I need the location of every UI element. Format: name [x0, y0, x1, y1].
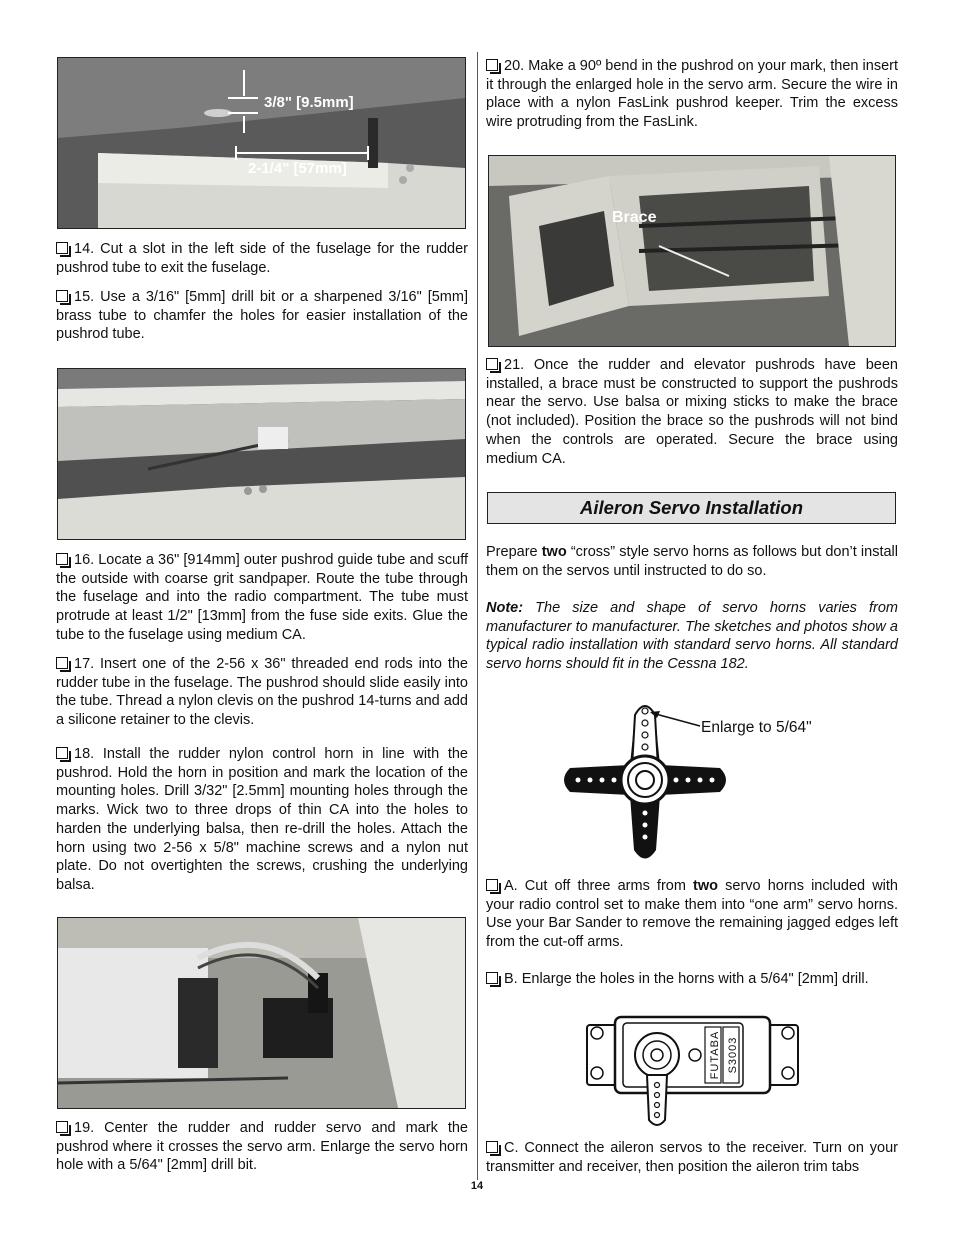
photo-brace: [488, 155, 896, 347]
dimension-label-2-1-4: 2-1/4" [57mm]: [248, 160, 347, 177]
step-21: 21. Once the rudder and elevator pushrods have been installed, a brace must be constructed to support the pushrods near the servo. Use balsa or mixing sticks to make the brace (not included). Position the brace so the pushrods will not bind when the controls are operated. Secure the brace using medium CA.: [486, 357, 898, 467]
step-18: 18. Install the rudder nylon control horn in line with the pushrod. Hold the horn in position and mark the location of the mounting holes. Drill 3/32" [2.5mm] mounting holes through the marks. Wick two to three drops of thin CA into the holes to harden the underlying balsa, then re-drill the holes. Attach the horn using two 2-56 x 5/8" machine screws and a nylon nut plate. Do not overtighten the screws, crushing the underlying balsa.: [56, 746, 468, 893]
substep-a: A. Cut off three arms from two servo horns included with your radio control set to make them into “one arm” servo horns. Use your Bar Sander to remove the remaining jagged edges left from the cut-off arms.: [486, 878, 898, 951]
page-number: 14: [470, 1180, 484, 1192]
enlarge-label: Enlarge to 5/64": [701, 719, 812, 736]
section-note: Note: The size and shape of servo horns varies from manufacturer to manufacturer. The sketches and photos show a typical radio installation with standard servo horns. All standard servo horns should fit in the Cessna 182.: [486, 600, 898, 673]
photo-fuselage-slot: [57, 57, 466, 229]
checkbox-icon[interactable]: [486, 972, 498, 984]
photo-rudder-servo: [57, 917, 466, 1109]
checkbox-icon[interactable]: [56, 242, 68, 254]
step-14: 14. Cut a slot in the left side of the fuselage for the rudder pushrod tube to exit the fuselage.: [56, 241, 468, 276]
photo-pushrod-exit: [57, 368, 466, 540]
checkbox-icon[interactable]: [486, 879, 498, 891]
servo-brand: FUTABA: [709, 1030, 721, 1080]
checkbox-icon[interactable]: [56, 657, 68, 669]
dimension-label-3-8: 3/8" [9.5mm]: [264, 94, 354, 111]
servo-diagram: [585, 1015, 800, 1130]
substep-c: C. Connect the aileron servos to the receiver. Turn on your transmitter and receiver, then position the aileron trim tabs: [486, 1140, 898, 1175]
section-title: Aileron Servo Installation: [487, 492, 896, 524]
step-16: 16. Locate a 36" [914mm] outer pushrod guide tube and scuff the outside with coarse grit sandpaper. Route the tube through the fuselage and into the radio compartment. The tube must protrude at least 1/2" [13mm] from the fuse side exits. Glue the tube to the fuselage using medium CA.: [56, 552, 468, 643]
checkbox-icon[interactable]: [56, 553, 68, 565]
section-intro: Prepare two “cross” style servo horns as follows but don’t install them on the servos until instructed to do so.: [486, 544, 898, 579]
step-17: 17. Insert one of the 2-56 x 36" threaded end rods into the rudder tube in the fuselage. The pushrod should slide easily into the tube. Thread a nylon clevis on the pushrod 14-turns and add a silicone retainer to the clevis.: [56, 656, 468, 729]
step-15: 15. Use a 3/16" [5mm] drill bit or a sharpened 3/16" [5mm] brass tube to chamfer the holes for easier installation of the pushrod tube.: [56, 289, 468, 343]
checkbox-icon[interactable]: [486, 1141, 498, 1153]
checkbox-icon[interactable]: [486, 59, 498, 71]
checkbox-icon[interactable]: [56, 747, 68, 759]
checkbox-icon[interactable]: [56, 290, 68, 302]
substep-b: B. Enlarge the holes in the horns with a 5/64" [2mm] drill.: [486, 970, 898, 989]
brace-label: Brace: [612, 209, 657, 226]
checkbox-icon[interactable]: [56, 1121, 68, 1133]
servo-horn-diagram: [560, 695, 880, 865]
servo-model: S3003: [727, 1036, 739, 1074]
step-19: 19. Center the rudder and rudder servo and mark the pushrod where it crosses the servo arm. Enlarge the servo horn hole with a 5/64" [2mm] drill bit.: [56, 1120, 468, 1174]
checkbox-icon[interactable]: [486, 358, 498, 370]
step-20: 20. Make a 90º bend in the pushrod on your mark, then insert it through the enlarged hole in the servo arm. Secure the wire in place with a nylon FasLink pushrod keeper. Trim the excess wire protruding from the FasLink.: [486, 58, 898, 131]
column-divider: [477, 52, 478, 1180]
